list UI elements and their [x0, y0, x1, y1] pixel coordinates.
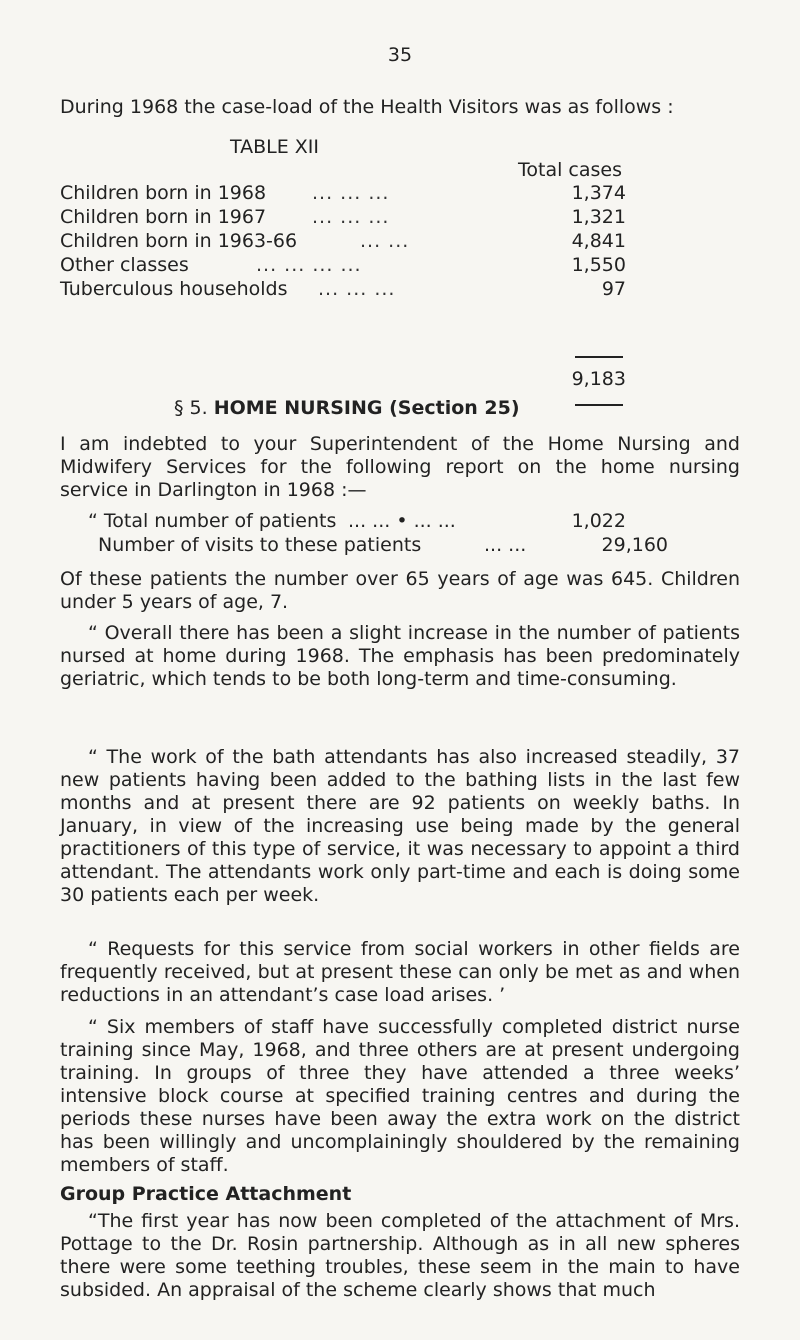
- stat-label: “ Total number of patients: [88, 510, 337, 532]
- sum-rule: [575, 404, 623, 406]
- paragraph: Of these patients the number over 65 years of age was 645. Children under 5 years of age, 7.: [60, 568, 740, 613]
- leader-dots: ... ...: [360, 230, 410, 252]
- leader-dots: ... ... ...: [318, 278, 396, 300]
- table-row: [60, 278, 626, 301]
- leader-dots: ... ... ... ...: [256, 254, 362, 276]
- table-total: 9,183: [571, 368, 626, 390]
- stat-line: [88, 510, 626, 533]
- stat-value: 1,022: [571, 510, 626, 532]
- intro-text: During 1968 the case-load of the Health Visitors was as follows :: [60, 96, 674, 118]
- row-value: 1,321: [571, 206, 626, 228]
- table-row: [60, 254, 626, 277]
- leader-dots: ... ...: [484, 534, 527, 556]
- table-title: TABLE XII: [230, 136, 320, 158]
- leader-dots: ... ... • ... ...: [348, 510, 456, 532]
- stat-label: Number of visits to these patients: [98, 534, 422, 556]
- row-value: 97: [601, 278, 626, 300]
- stat-value: 29,160: [601, 534, 668, 556]
- section-number: § 5.: [174, 397, 208, 419]
- table-column-header: Total cases: [518, 159, 622, 181]
- section-title: HOME NURSING (Section 25): [213, 397, 520, 419]
- row-label: Children born in 1968: [60, 182, 267, 204]
- paragraph: “The first year has now been completed of the attachment of Mrs. Pottage to the Dr. Rosin partnership. Although as in all new spheres there were some teething troubles, these seem in the main to have subsided. An appraisal of the scheme clearly shows that much: [60, 1210, 740, 1301]
- paragraph: “ Six members of staff have successfully completed district nurse training since May, 1968, and three others are at present undergoing training. In groups of three they have attended a three weeks’ intensive block course at specified training centres and during the periods these nurses have been away the extra work on the district has been willingly and uncomplainingly shouldered by the remaining members of staff.: [60, 1016, 740, 1176]
- paragraph: “ Requests for this service from social workers in other fields are frequently received, but at present these can only be met as and when reductions in an attendant’s case load arises. ’: [60, 938, 740, 1006]
- sum-rule: [575, 356, 623, 358]
- leader-dots: ... ... ...: [312, 206, 390, 228]
- table-row: [60, 182, 626, 205]
- paragraph: I am indebted to your Superintendent of the Home Nursing and Midwifery Services for the following report on the home nursing service in Darlington in 1968 :—: [60, 433, 740, 501]
- row-label: Children born in 1967: [60, 206, 267, 228]
- row-label: Tuberculous households: [60, 278, 288, 300]
- paragraph: “ Overall there has been a slight increase in the number of patients nursed at home during 1968. The emphasis has been predominately geriatric, which tends to be both long-term and time-consuming.: [60, 622, 740, 690]
- paragraph: “ The work of the bath attendants has also increased steadily, 37 new patients having been added to the bathing lists in the last few months and at present there are 92 patients on weekly baths. In January, in view of the increasing use being made by the general practitioners of this type of service, it was necessary to appoint a third attendant. The attendants work only part-time and each is doing some 30 patients each per week.: [60, 746, 740, 906]
- leader-dots: ... ... ...: [312, 182, 390, 204]
- row-label: Other classes: [60, 254, 189, 276]
- stat-line: [98, 534, 668, 557]
- row-value: 4,841: [571, 230, 626, 252]
- subheading: Group Practice Attachment: [60, 1183, 352, 1205]
- row-value: 1,374: [571, 182, 626, 204]
- section-heading: [174, 397, 520, 420]
- page-number: 35: [387, 44, 413, 66]
- row-value: 1,550: [571, 254, 626, 276]
- row-label: Children born in 1963-66: [60, 230, 298, 252]
- table-row: [60, 206, 626, 229]
- table-row: [60, 230, 626, 253]
